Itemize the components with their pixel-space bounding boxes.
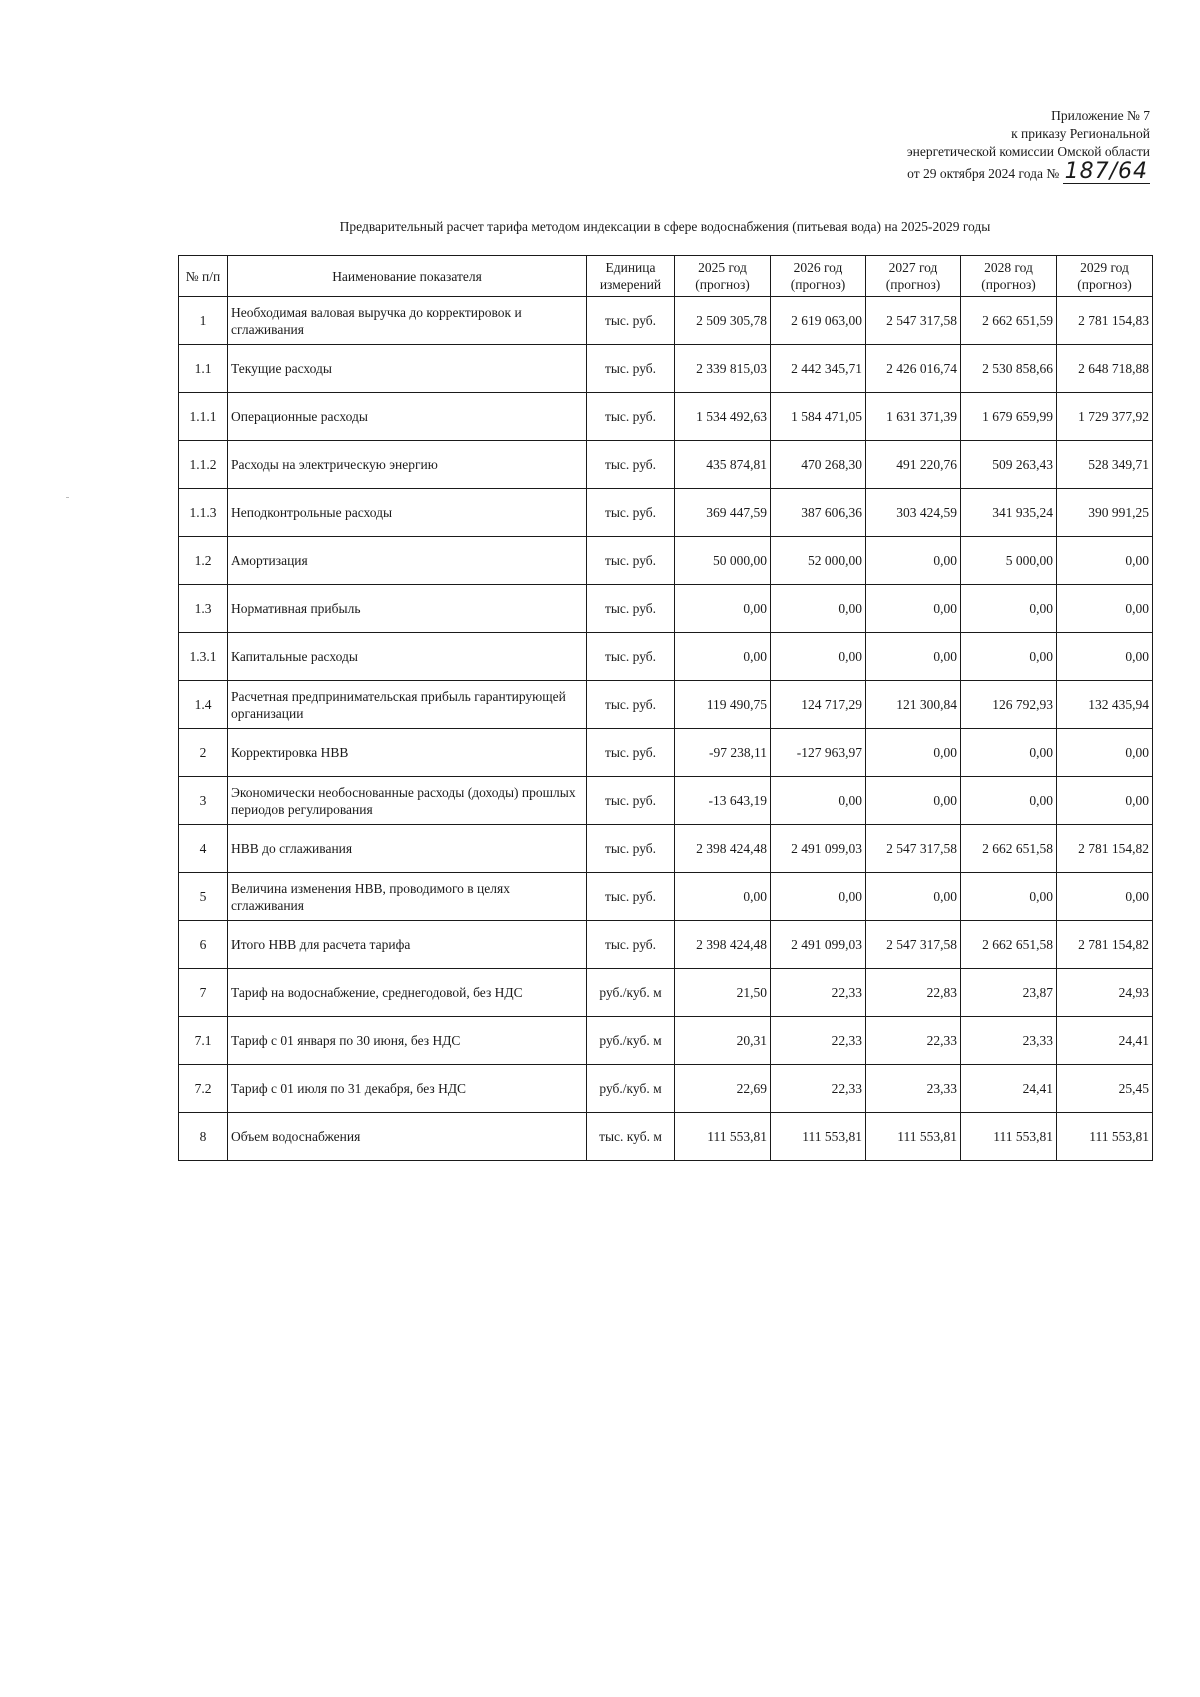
value-2026: 0,00 [771,873,866,921]
col-header-unit-line1: Единица [605,260,656,275]
value-2027: 2 547 317,58 [866,825,961,873]
row-number: 7.1 [179,1017,228,1065]
value-2025: 22,69 [675,1065,771,1113]
value-2028: 341 935,24 [961,489,1057,537]
value-2027: 23,33 [866,1065,961,1113]
value-2025: 2 509 305,78 [675,297,771,345]
row-number: 8 [179,1113,228,1161]
row-name: Нормативная прибыль [228,585,587,633]
value-2028: 509 263,43 [961,441,1057,489]
row-name: НВВ до сглаживания [228,825,587,873]
value-2026: -127 963,97 [771,729,866,777]
row-unit: тыс. руб. [587,633,675,681]
value-2026: 124 717,29 [771,681,866,729]
value-2025: 1 534 492,63 [675,393,771,441]
table-row [179,297,1153,345]
value-2026: 0,00 [771,585,866,633]
value-2028: 23,87 [961,969,1057,1017]
col-header-num: № п/п [179,256,228,297]
value-2028: 23,33 [961,1017,1057,1065]
table-row [179,585,1153,633]
table-row [179,1017,1153,1065]
value-2025: 0,00 [675,873,771,921]
value-2025: 2 398 424,48 [675,921,771,969]
value-2028: 0,00 [961,585,1057,633]
table-row [179,729,1153,777]
row-unit: тыс. руб. [587,729,675,777]
value-2029: 132 435,94 [1057,681,1153,729]
value-2026: 470 268,30 [771,441,866,489]
row-name: Операционные расходы [228,393,587,441]
row-name: Величина изменения НВВ, проводимого в целях сглаживания [228,873,587,921]
row-unit: тыс. руб. [587,825,675,873]
value-2027: 22,83 [866,969,961,1017]
col-header-2029-line2: (прогноз) [1077,277,1132,292]
value-2028: 2 662 651,59 [961,297,1057,345]
value-2029: 1 729 377,92 [1057,393,1153,441]
row-unit: руб./куб. м [587,1017,675,1065]
tariff-table [178,255,1153,1161]
value-2028: 0,00 [961,873,1057,921]
row-unit: тыс. руб. [587,921,675,969]
col-header-2025-line1: 2025 год [698,260,747,275]
col-header-2027 [866,256,961,297]
col-header-unit [587,256,675,297]
value-2025: 111 553,81 [675,1113,771,1161]
row-unit: тыс. руб. [587,777,675,825]
row-number: 5 [179,873,228,921]
document-title: Предварительный расчет тарифа методом индексации в сфере водоснабжения (питьевая вода) на 2025-2029 годы [339,219,991,234]
col-header-2028-line1: 2028 год [984,260,1033,275]
value-2028: 24,41 [961,1065,1057,1113]
margin-mark [66,497,69,498]
value-2029: 0,00 [1057,777,1153,825]
value-2027: 0,00 [866,729,961,777]
row-name: Экономически необоснованные расходы (доходы) прошлых периодов регулирования [228,777,587,825]
value-2025: 369 447,59 [675,489,771,537]
row-unit: руб./куб. м [587,969,675,1017]
value-2026: 2 619 063,00 [771,297,866,345]
table-row [179,441,1153,489]
row-name: Неподконтрольные расходы [228,489,587,537]
value-2027: 0,00 [866,585,961,633]
table-row [179,489,1153,537]
row-unit: тыс. куб. м [587,1113,675,1161]
row-number: 1.1.1 [179,393,228,441]
order-number: 187/64 [1064,159,1148,184]
col-header-2025-line2: (прогноз) [695,277,750,292]
value-2027: 491 220,76 [866,441,961,489]
value-2028: 0,00 [961,777,1057,825]
value-2029: 528 349,71 [1057,441,1153,489]
value-2028: 2 662 651,58 [961,825,1057,873]
table-row [179,873,1153,921]
value-2029: 0,00 [1057,873,1153,921]
value-2025: 119 490,75 [675,681,771,729]
col-header-unit-line2: измерений [599,277,662,292]
row-name: Тариф на водоснабжение, среднегодовой, без НДС [228,969,587,1017]
table-row [179,681,1153,729]
order-date-line [907,161,1150,184]
value-2029: 2 781 154,82 [1057,825,1153,873]
value-2025: -97 238,11 [675,729,771,777]
row-name: Объем водоснабжения [228,1113,587,1161]
table-row [179,969,1153,1017]
value-2029: 2 781 154,83 [1057,297,1153,345]
appendix-header [907,107,1150,184]
row-name: Тариф с 01 июля по 31 декабря, без НДС [228,1065,587,1113]
value-2025: 2 339 815,03 [675,345,771,393]
value-2025: 0,00 [675,585,771,633]
row-number: 1 [179,297,228,345]
value-2026: 52 000,00 [771,537,866,585]
value-2027: 2 426 016,74 [866,345,961,393]
order-reference: к приказу Региональной [1011,126,1150,141]
table-row [179,1113,1153,1161]
value-2026: 111 553,81 [771,1113,866,1161]
col-header-2028-line2: (прогноз) [981,277,1036,292]
value-2027: 0,00 [866,873,961,921]
row-unit: тыс. руб. [587,441,675,489]
row-number: 1.3 [179,585,228,633]
value-2025: 0,00 [675,633,771,681]
col-header-name: Наименование показателя [228,256,587,297]
value-2027: 0,00 [866,633,961,681]
value-2026: 0,00 [771,633,866,681]
row-number: 7 [179,969,228,1017]
value-2028: 2 530 858,66 [961,345,1057,393]
row-number: 1.1.2 [179,441,228,489]
value-2029: 0,00 [1057,585,1153,633]
row-unit: тыс. руб. [587,297,675,345]
value-2026: 387 606,36 [771,489,866,537]
row-number: 2 [179,729,228,777]
value-2026: 22,33 [771,969,866,1017]
value-2027: 2 547 317,58 [866,297,961,345]
value-2029: 25,45 [1057,1065,1153,1113]
row-number: 1.1 [179,345,228,393]
row-name: Расчетная предпринимательская прибыль гарантирующей организации [228,681,587,729]
value-2028: 1 679 659,99 [961,393,1057,441]
value-2028: 0,00 [961,633,1057,681]
commission-name: энергетической комиссии Омской области [906,144,1150,159]
col-header-2029 [1057,256,1153,297]
value-2028: 126 792,93 [961,681,1057,729]
value-2025: 21,50 [675,969,771,1017]
value-2029: 111 553,81 [1057,1113,1153,1161]
row-name: Необходимая валовая выручка до корректировок и сглаживания [228,297,587,345]
value-2027: 303 424,59 [866,489,961,537]
row-name: Амортизация [228,537,587,585]
col-header-2029-line1: 2029 год [1080,260,1129,275]
col-header-2025 [675,256,771,297]
value-2029: 2 648 718,88 [1057,345,1153,393]
value-2027: 0,00 [866,537,961,585]
value-2025: 435 874,81 [675,441,771,489]
value-2027: 22,33 [866,1017,961,1065]
row-unit: тыс. руб. [587,681,675,729]
value-2029: 24,93 [1057,969,1153,1017]
table-row [179,393,1153,441]
row-number: 1.4 [179,681,228,729]
table-row [179,777,1153,825]
value-2026: 22,33 [771,1017,866,1065]
row-unit: тыс. руб. [587,393,675,441]
row-number: 4 [179,825,228,873]
value-2025: 50 000,00 [675,537,771,585]
value-2029: 24,41 [1057,1017,1153,1065]
order-date: от 29 октября 2024 года № [907,166,1060,181]
col-header-2026-line2: (прогноз) [790,277,846,292]
value-2027: 121 300,84 [866,681,961,729]
value-2029: 0,00 [1057,729,1153,777]
row-name: Расходы на электрическую энергию [228,441,587,489]
value-2029: 2 781 154,82 [1057,921,1153,969]
table-row [179,633,1153,681]
row-number: 6 [179,921,228,969]
row-name: Итого НВВ для расчета тарифа [228,921,587,969]
value-2028: 0,00 [961,729,1057,777]
row-number: 1.1.3 [179,489,228,537]
col-header-2026 [771,256,866,297]
table-row [179,345,1153,393]
row-number: 1.3.1 [179,633,228,681]
value-2025: 20,31 [675,1017,771,1065]
table-row [179,921,1153,969]
row-unit: тыс. руб. [587,345,675,393]
col-header-2026-line1: 2026 год [793,260,843,275]
value-2025: -13 643,19 [675,777,771,825]
col-header-2028 [961,256,1057,297]
appendix-number: Приложение № 7 [1051,108,1150,123]
row-unit: руб./куб. м [587,1065,675,1113]
row-unit: тыс. руб. [587,537,675,585]
row-number: 7.2 [179,1065,228,1113]
value-2027: 2 547 317,58 [866,921,961,969]
col-header-2027-line1: 2027 год [888,260,938,275]
value-2028: 2 662 651,58 [961,921,1057,969]
value-2026: 0,00 [771,777,866,825]
value-2027: 111 553,81 [866,1113,961,1161]
value-2027: 1 631 371,39 [866,393,961,441]
value-2026: 2 491 099,03 [771,921,866,969]
value-2027: 0,00 [866,777,961,825]
row-number: 1.2 [179,537,228,585]
table-row [179,537,1153,585]
row-unit: тыс. руб. [587,489,675,537]
table-row [179,825,1153,873]
table-row [179,1065,1153,1113]
table-header-row [179,256,1153,297]
value-2029: 0,00 [1057,537,1153,585]
row-name: Текущие расходы [228,345,587,393]
value-2028: 5 000,00 [961,537,1057,585]
value-2026: 2 442 345,71 [771,345,866,393]
row-number: 3 [179,777,228,825]
row-unit: тыс. руб. [587,585,675,633]
value-2025: 2 398 424,48 [675,825,771,873]
col-header-2027-line2: (прогноз) [885,277,941,292]
value-2028: 111 553,81 [961,1113,1057,1161]
row-name: Тариф с 01 января по 30 июня, без НДС [228,1017,587,1065]
value-2026: 22,33 [771,1065,866,1113]
value-2026: 2 491 099,03 [771,825,866,873]
value-2029: 0,00 [1057,633,1153,681]
row-unit: тыс. руб. [587,873,675,921]
value-2029: 390 991,25 [1057,489,1153,537]
value-2026: 1 584 471,05 [771,393,866,441]
row-name: Корректировка НВВ [228,729,587,777]
row-name: Капитальные расходы [228,633,587,681]
